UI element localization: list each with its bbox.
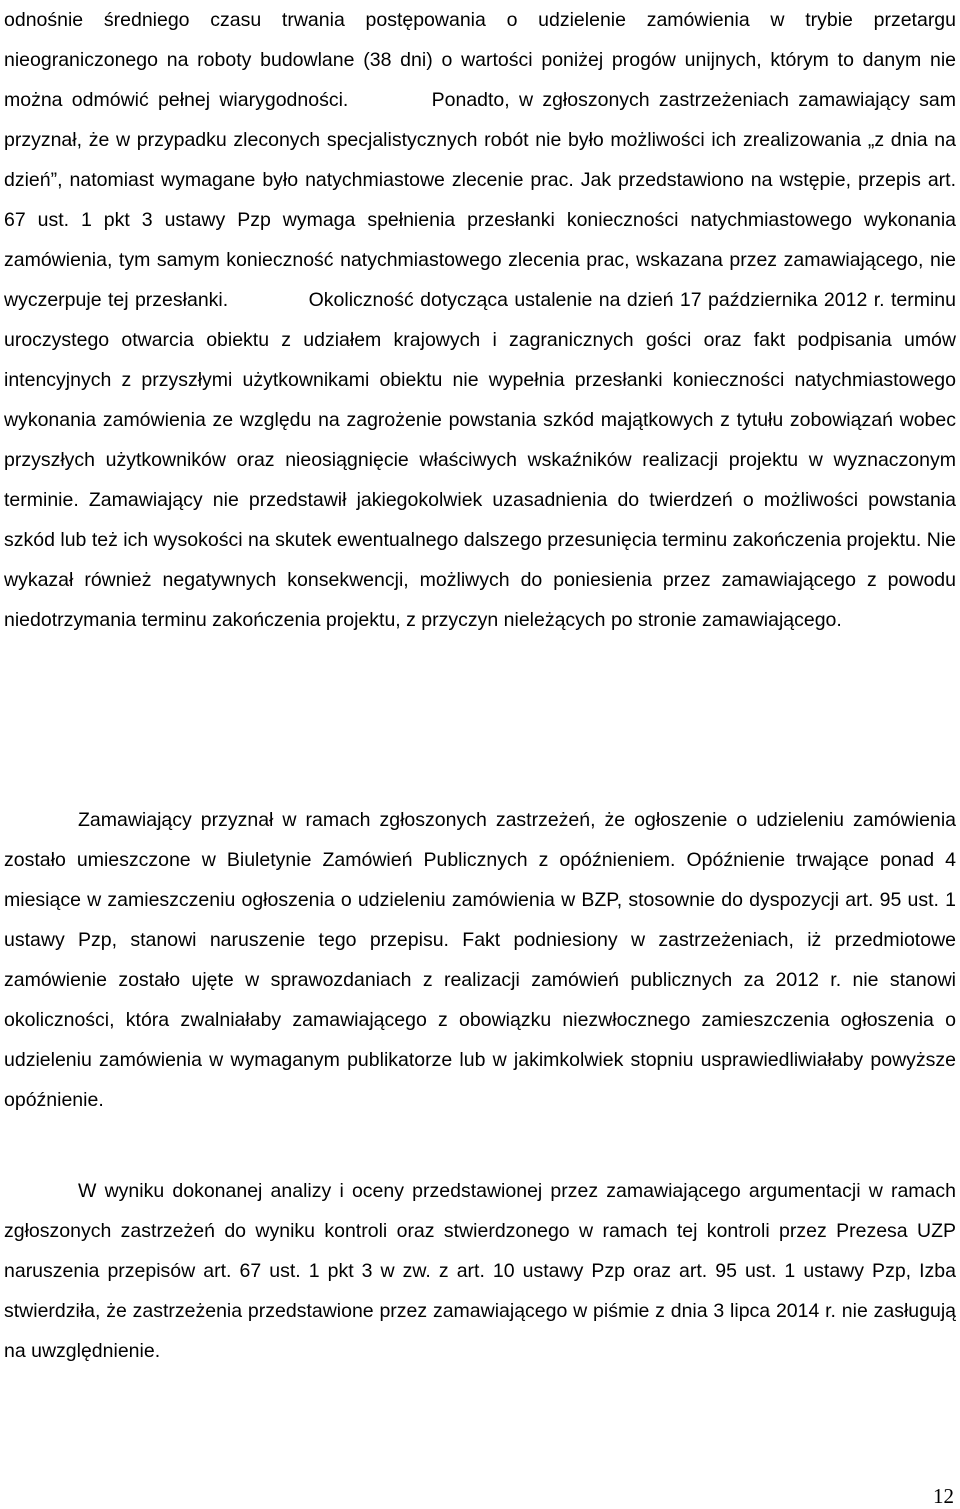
paragraph-text: odnośnie średniego czasu trwania postępowania o udzielenie zamówienia w trybie przetargu nieograniczonego na roboty budowlane (38 dni) o wartości poniżej progów unijnych, którym to danym nie można odmówić pełnej wiarygodności. (4, 9, 956, 111)
paragraph-text-okolicznosc: Okoliczność dotycząca ustalenie na dzień 17 października 2012 r. terminu uroczystego otwarcia obiektu z udziałem krajowych i zagranicznych gości oraz fakt podpisania umów intencyjnych z przyszłymi użytkownikami obiektu nie wypełnia przesłanki konieczności natychmiastowego wykonania zamówienia ze względu na zagrożenie powstania szkód majątkowych z tytułu zobowiązań wobec przyszłych użytkowników oraz nieosiągnięcie właściwych wskaźników realizacji projektu w wyznaczonym terminie. Zamawiający nie przedstawił jakiegokolwiek uzasadnienia do twierdzeń o możliwości powstania szkód lub też ich wysokości na skutek ewentualnego dalszego przesunięcia terminu zakończenia projektu. Nie wykazał również negatywnych konsekwencji, możliwych do poniesienia przez zamawiającego z powodu niedotrzymania terminu zakończenia projektu, z przyczyn nieleżących po stronie zamawiającego. (4, 289, 956, 631)
page-number: 12 (933, 1484, 954, 1508)
paragraph-text: W wyniku dokonanej analizy i oceny przedstawionej przez zamawiającego argumentacji w ramach zgłoszonych zastrzeżeń do wyniku kontroli oraz stwierdzonego w ramach tej kontroli przez Prezesa UZP naruszenia przepisów art. 67 ust. 1 pkt 3 w zw. z art. 10 ustawy Pzp oraz art. 95 ust. 1 ustawy Pzp, Izba stwierdziła, że zastrzeżenia przedstawione przez zamawiającego w piśmie z dnia 3 lipca 2014 r. nie zasługują na uwzględnienie. (4, 1180, 956, 1362)
paragraph-odnosnie (4, 0, 956, 640)
paragraph-zamawiajacy-przyznal (4, 800, 956, 1120)
paragraph-w-wyniku (4, 1171, 956, 1371)
paragraph-text-ponadto: Ponadto, w zgłoszonych zastrzeżeniach zamawiający sam przyznał, że w przypadku zleconych specjalistycznych robót nie było możliwości ich zrealizowania „z dnia na dzień”, natomiast wymagane było natychmiastowe zlecenie prac. Jak przedstawiono na wstępie, przepis art. 67 ust. 1 pkt 3 ustawy Pzp wymaga spełnienia przesłanki konieczności natychmiastowego wykonania zamówienia, tym samym konieczność natychmiastowego zlecenia prac, wskazana przez zamawiającego, nie wyczerpuje tej przesłanki. (4, 89, 956, 311)
paragraph-text: Zamawiający przyznał w ramach zgłoszonych zastrzeżeń, że ogłoszenie o udzieleniu zamówienia zostało umieszczone w Biuletynie Zamówień Publicznych z opóźnieniem. Opóźnienie trwające ponad 4 miesiące w zamieszczeniu ogłoszenia o udzieleniu zamówienia w BZP, stosownie do dyspozycji art. 95 ust. 1 ustawy Pzp, stanowi naruszenie tego przepisu. Fakt podniesiony w zastrzeżeniach, iż przedmiotowe zamówienie zostało ujęte w sprawozdaniach z realizacji zamówień publicznych za 2012 r. nie stanowi okoliczności, która zwalniałaby zamawiającego z obowiązku niezwłocznego zamieszczenia ogłoszenia o udzieleniu zamówienia w wymaganym publikatorze lub w jakimkolwiek stopniu usprawiedliwiałaby powyższe opóźnienie. (4, 809, 956, 1111)
